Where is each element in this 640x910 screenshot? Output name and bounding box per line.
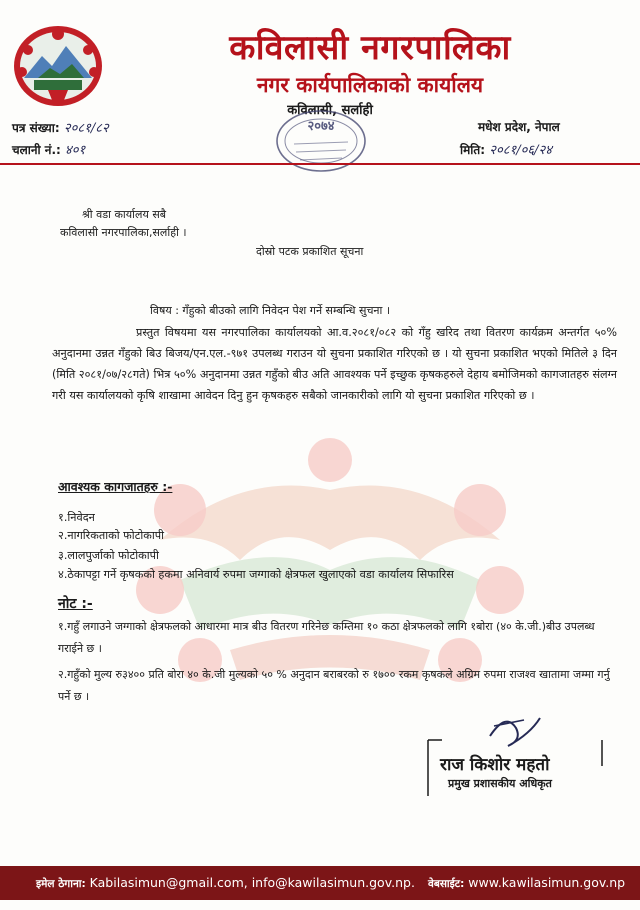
header-divider xyxy=(0,163,640,165)
recipient-line-1: श्री वडा कार्यालय सबै xyxy=(82,208,167,221)
footer-website-value[interactable]: www.kawilasimun.gov.np xyxy=(468,875,626,890)
footer-email-value[interactable]: Kabilasimun@gmail.com, info@kawilasimun.gov.np. xyxy=(89,875,415,890)
footer-email-label: इमेल ठेगाना: xyxy=(36,878,86,890)
body-text: प्रस्तुत विषयमा यस नगरपालिका कार्यालयको आ.व.२०८१/०८२ को गँहु खरिद तथा वितरण कार्यक्रम अन्तर्गत ५०% अनुदानमा उन्नत गँहुको बिउ बिजय/एन.एल.-९७१ उपलब्ध गराउन यो सुचना प्रकाशित गरिएको छ । यो सुचना प्रकाशित भएको मितिले ३ दिन (मिति २०८१/०७/२८गते) भित्र ५०% अनुदानमा उन्नत गहुँको बीउ अति आवश्यक पर्ने इच्छुक कृषकहरुले देहाय बमोजिमको कागजातहरु संलग्न गरी यस कार्यालयको कृषि शाखामा आवेदन दिनु हुन कृषकहरु सबैको जानकारीको लागि यो सुचना प्रकाशित गरिएको छ । xyxy=(52,326,617,402)
signatory-title: प्रमुख प्रशासकीय अधिकृत xyxy=(448,777,552,790)
letter-date-label: मिति: xyxy=(460,143,486,157)
letter-number xyxy=(12,118,109,136)
document-item-4: ४.ठेकापट्टा गर्ने कृषकको हकमा अनिवार्य रुपमा जग्गाको क्षेत्रफल खुलाएको वडा कार्यालय सिफारिस xyxy=(58,568,454,581)
footer-website-label: वेबसाईट: xyxy=(428,878,465,890)
recipient-line-2: कविलासी नगरपालिका,सर्लाही । xyxy=(60,226,187,239)
office-subtitle: नगर कार्यपालिकाको कार्यालय xyxy=(256,73,484,97)
footer-email xyxy=(36,875,415,891)
province-label: मधेश प्रदेश, नेपाल xyxy=(478,120,560,134)
dispatch-number xyxy=(12,140,85,158)
stamp-year: २०७४ xyxy=(307,119,335,134)
letter-number-value: २०८१/८२ xyxy=(63,121,109,136)
note-item-2: २.गहुँको मुल्य रु३४०० प्रति बोरा ४० के.जी मुल्यको ५० % अनुदान बराबरको रु १७०० रकम कृषकले अग्रिम रुपमा राजश्व खातामा जम्मा गर्नु पर्ने छ । xyxy=(58,668,610,703)
document-item-2: २.नागरिकताको फोटोकापी xyxy=(58,529,164,542)
body-paragraph xyxy=(52,322,617,406)
note-item-1: १.गहुँ लगाउने जग्गाको क्षेत्रफलको आधारमा मात्र बीउ वितरण गरिनेछ कम्तिमा १० कठा क्षेत्रफलको लागि १बोरा (४० के.जी.)बीउ उपलब्ध गराईने छ । xyxy=(58,620,595,655)
office-place: कविलासी, सर्लाही xyxy=(287,103,373,118)
dispatch-number-value: ४०१ xyxy=(65,143,86,158)
letter-date-value: २०८१/०६/२४ xyxy=(489,143,553,158)
notice-heading: दोस्रो पटक प्रकाशित सूचना xyxy=(256,245,364,258)
dispatch-number-label: चलानी नं.: xyxy=(12,143,61,157)
letter-number-label: पत्र संख्या: xyxy=(12,121,60,135)
nepal-emblem-icon xyxy=(10,20,106,108)
letter-date xyxy=(460,140,552,158)
footer-bar xyxy=(0,866,640,900)
office-stamp-icon xyxy=(266,106,376,176)
municipality-title: कविलासी नगरपालिका xyxy=(229,28,511,68)
document-item-3: ३.लालपुर्जाको फोटोकापी xyxy=(58,549,159,562)
subject-line: विषय : गँहुको बीउको लागि निवेदन पेश गर्ने सम्बन्धि सुचना । xyxy=(150,304,391,317)
footer-website xyxy=(428,875,625,891)
signatory-name: राज किशोर महतो xyxy=(440,755,550,775)
document-item-1: १.निवेदन xyxy=(58,511,95,524)
documents-heading: आवश्यक कागजातहरु :- xyxy=(58,479,173,494)
notes-heading: नोट :- xyxy=(58,596,93,612)
